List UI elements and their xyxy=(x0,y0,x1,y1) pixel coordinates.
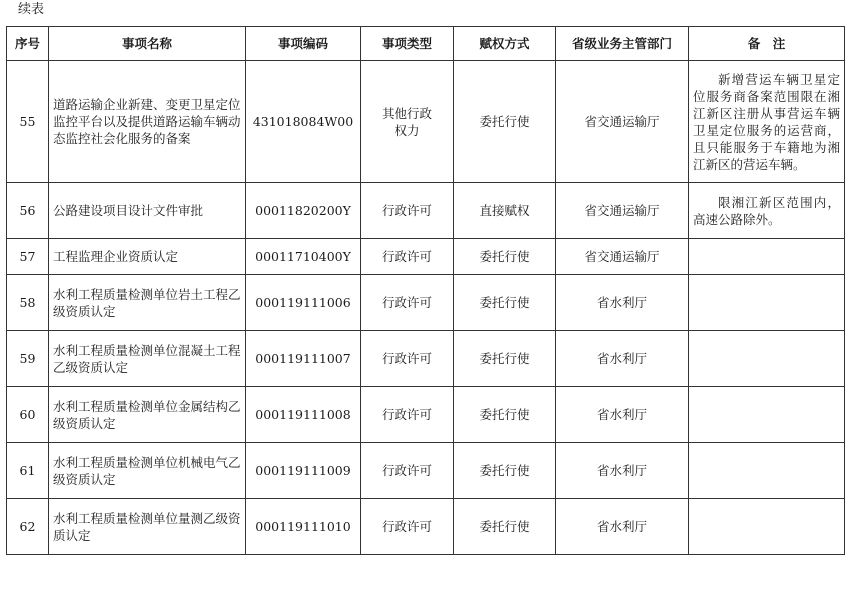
cell-type: 行政许可 xyxy=(361,183,454,239)
cell-dept: 省水利厅 xyxy=(556,275,689,331)
cell-code: 000119111009 xyxy=(246,443,361,499)
table-row xyxy=(7,499,845,555)
cell-no: 60 xyxy=(7,387,49,443)
cell-mode: 委托行使 xyxy=(454,387,556,443)
header-code: 事项编码 xyxy=(246,27,361,61)
cell-note xyxy=(689,239,845,275)
table-caption: 续表 xyxy=(18,2,45,17)
cell-type: 其他行政权力 xyxy=(361,61,454,183)
cell-code: 000119111007 xyxy=(246,331,361,387)
cell-name: 水利工程质量检测单位岩土工程乙级资质认定 xyxy=(49,275,246,331)
cell-mode: 直接赋权 xyxy=(454,183,556,239)
cell-note: 限湘江新区范围内，高速公路除外。 xyxy=(689,183,845,239)
cell-code: 431018084W00 xyxy=(246,61,361,183)
header-note: 备 注 xyxy=(689,27,845,61)
cell-mode: 委托行使 xyxy=(454,331,556,387)
table-row xyxy=(7,275,845,331)
cell-mode: 委托行使 xyxy=(454,499,556,555)
cell-no: 57 xyxy=(7,239,49,275)
cell-no: 62 xyxy=(7,499,49,555)
cell-dept: 省交通运输厅 xyxy=(556,239,689,275)
cell-dept: 省水利厅 xyxy=(556,443,689,499)
table-row xyxy=(7,387,845,443)
cell-mode: 委托行使 xyxy=(454,239,556,275)
cell-name: 道路运输企业新建、变更卫星定位监控平台以及提供道路运输车辆动态监控社会化服务的备案 xyxy=(49,61,246,183)
cell-code: 000119111010 xyxy=(246,499,361,555)
cell-type: 行政许可 xyxy=(361,331,454,387)
table-row xyxy=(7,443,845,499)
cell-name: 工程监理企业资质认定 xyxy=(49,239,246,275)
cell-dept: 省交通运输厅 xyxy=(556,61,689,183)
cell-type: 行政许可 xyxy=(361,275,454,331)
header-no: 序号 xyxy=(7,27,49,61)
table-row xyxy=(7,183,845,239)
cell-dept: 省水利厅 xyxy=(556,387,689,443)
cell-no: 55 xyxy=(7,61,49,183)
cell-name: 水利工程质量检测单位混凝土工程乙级资质认定 xyxy=(49,331,246,387)
cell-no: 59 xyxy=(7,331,49,387)
cell-name: 公路建设项目设计文件审批 xyxy=(49,183,246,239)
cell-no: 56 xyxy=(7,183,49,239)
cell-name: 水利工程质量检测单位机械电气乙级资质认定 xyxy=(49,443,246,499)
cell-type: 行政许可 xyxy=(361,443,454,499)
cell-note xyxy=(689,387,845,443)
cell-code: 00011820200Y xyxy=(246,183,361,239)
cell-note xyxy=(689,443,845,499)
cell-mode: 委托行使 xyxy=(454,61,556,183)
cell-code: 00011710400Y xyxy=(246,239,361,275)
cell-code: 000119111006 xyxy=(246,275,361,331)
cell-note: 新增营运车辆卫星定位服务商备案范围限在湘江新区注册从事营运车辆卫星定位服务的运营商，且只能服务于车籍地为湘江新区的营运车辆。 xyxy=(689,61,845,183)
cell-no: 61 xyxy=(7,443,49,499)
header-type: 事项类型 xyxy=(361,27,454,61)
table-row xyxy=(7,61,845,183)
cell-note xyxy=(689,331,845,387)
items-table xyxy=(6,26,845,555)
cell-name: 水利工程质量检测单位金属结构乙级资质认定 xyxy=(49,387,246,443)
cell-name: 水利工程质量检测单位量测乙级资质认定 xyxy=(49,499,246,555)
cell-note xyxy=(689,275,845,331)
cell-no: 58 xyxy=(7,275,49,331)
header-row xyxy=(7,27,845,61)
cell-type: 行政许可 xyxy=(361,387,454,443)
cell-code: 000119111008 xyxy=(246,387,361,443)
cell-dept: 省水利厅 xyxy=(556,499,689,555)
header-name: 事项名称 xyxy=(49,27,246,61)
cell-type: 行政许可 xyxy=(361,239,454,275)
cell-mode: 委托行使 xyxy=(454,275,556,331)
cell-type: 行政许可 xyxy=(361,499,454,555)
cell-note xyxy=(689,499,845,555)
table-row xyxy=(7,331,845,387)
table-row xyxy=(7,239,845,275)
header-dept: 省级业务主管部门 xyxy=(556,27,689,61)
cell-mode: 委托行使 xyxy=(454,443,556,499)
header-mode: 赋权方式 xyxy=(454,27,556,61)
cell-dept: 省交通运输厅 xyxy=(556,183,689,239)
cell-dept: 省水利厅 xyxy=(556,331,689,387)
